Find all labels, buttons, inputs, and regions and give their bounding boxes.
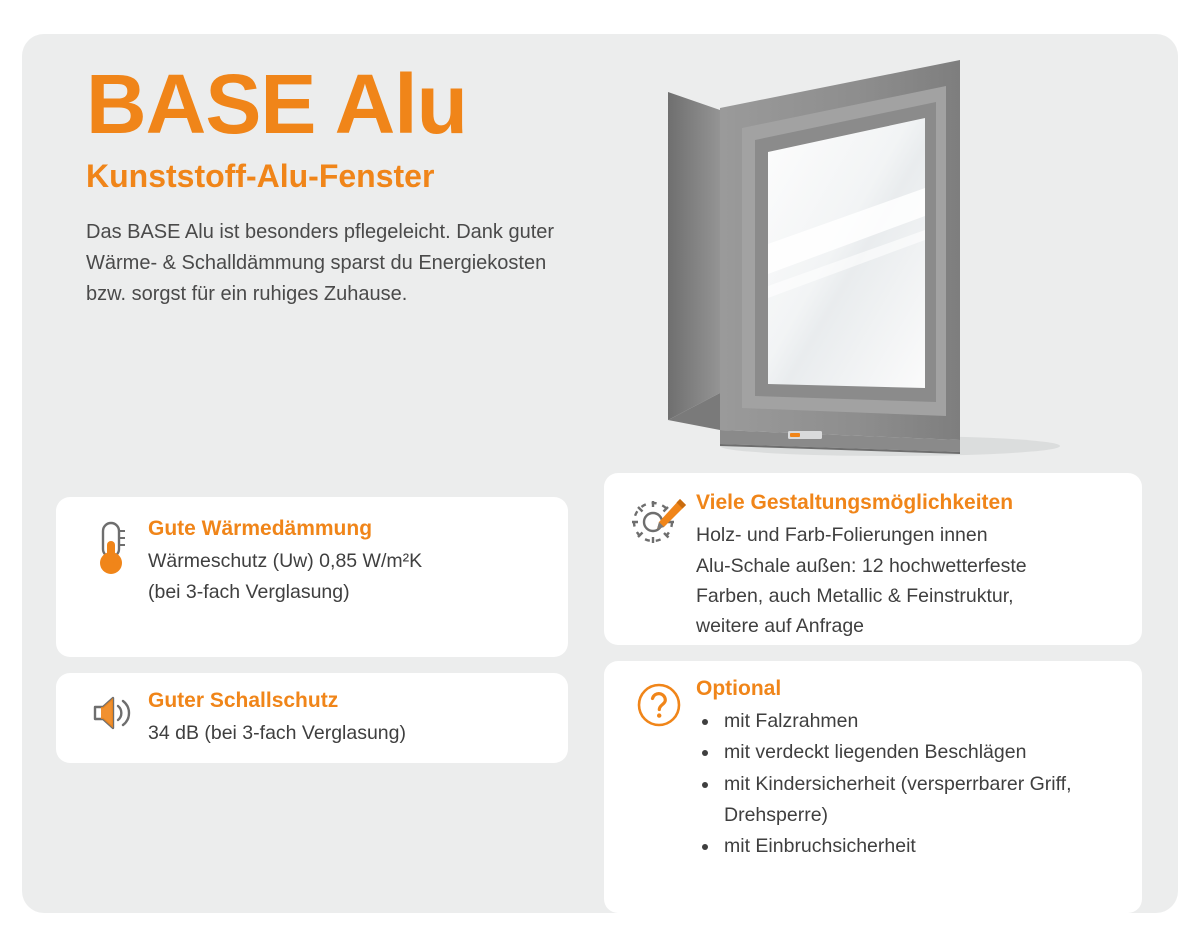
card-title: Optional	[696, 677, 782, 700]
card-line: weitere auf Anfrage	[696, 614, 865, 637]
thermometer-icon	[80, 515, 142, 607]
hero-description: Das BASE Alu ist besonders pflegeleicht. Dank guter Wärme- & Schalldämmung sparst du Energiekosten bzw. sorgst für ein ruhiges Zuhause.	[86, 221, 555, 305]
list-item: • mit verdeckt liegenden Beschlägen	[720, 737, 1122, 768]
hero-section	[86, 57, 686, 330]
feature-card-gestaltung	[604, 473, 1142, 645]
window-illustration-svg	[660, 48, 1160, 458]
card-title: Gute Wärmedämmung	[148, 517, 373, 540]
feature-card-warmedaemmung	[56, 497, 568, 657]
page-title: BASE Alu	[86, 57, 467, 151]
list-item: • mit Falzrahmen	[720, 706, 1122, 737]
card-title: Viele Gestaltungsmöglichkeiten	[696, 491, 1014, 514]
feature-card-optional	[604, 661, 1142, 913]
window-product-image	[660, 48, 1160, 458]
question-mark-icon	[628, 675, 690, 862]
card-title: Guter Schallschutz	[148, 689, 339, 712]
card-line: Wärmeschutz (Uw) 0,85 W/m²K	[148, 550, 423, 573]
list-item: • mit Kindersicherheit (versperrbarer Griff, Drehsperre)	[720, 769, 1122, 831]
optional-feature-list	[696, 706, 1122, 862]
list-item: • mit Einbruchsicherheit	[720, 831, 1122, 862]
card-line: Alu-Schale außen: 12 hochwetterfeste	[696, 554, 1027, 577]
card-line: Farben, auch Metallic & Feinstruktur,	[696, 584, 1014, 607]
card-line: 34 dB (bei 3-fach Verglasung)	[148, 722, 406, 745]
feature-card-schallschutz	[56, 673, 568, 763]
gear-pencil-icon	[628, 489, 690, 641]
speaker-icon	[80, 687, 142, 749]
card-line: Holz- und Farb-Folierungen innen	[696, 524, 988, 547]
page-subtitle: Kunststoff-Alu-Fenster	[86, 158, 435, 194]
card-line: (bei 3-fach Verglasung)	[148, 580, 350, 603]
